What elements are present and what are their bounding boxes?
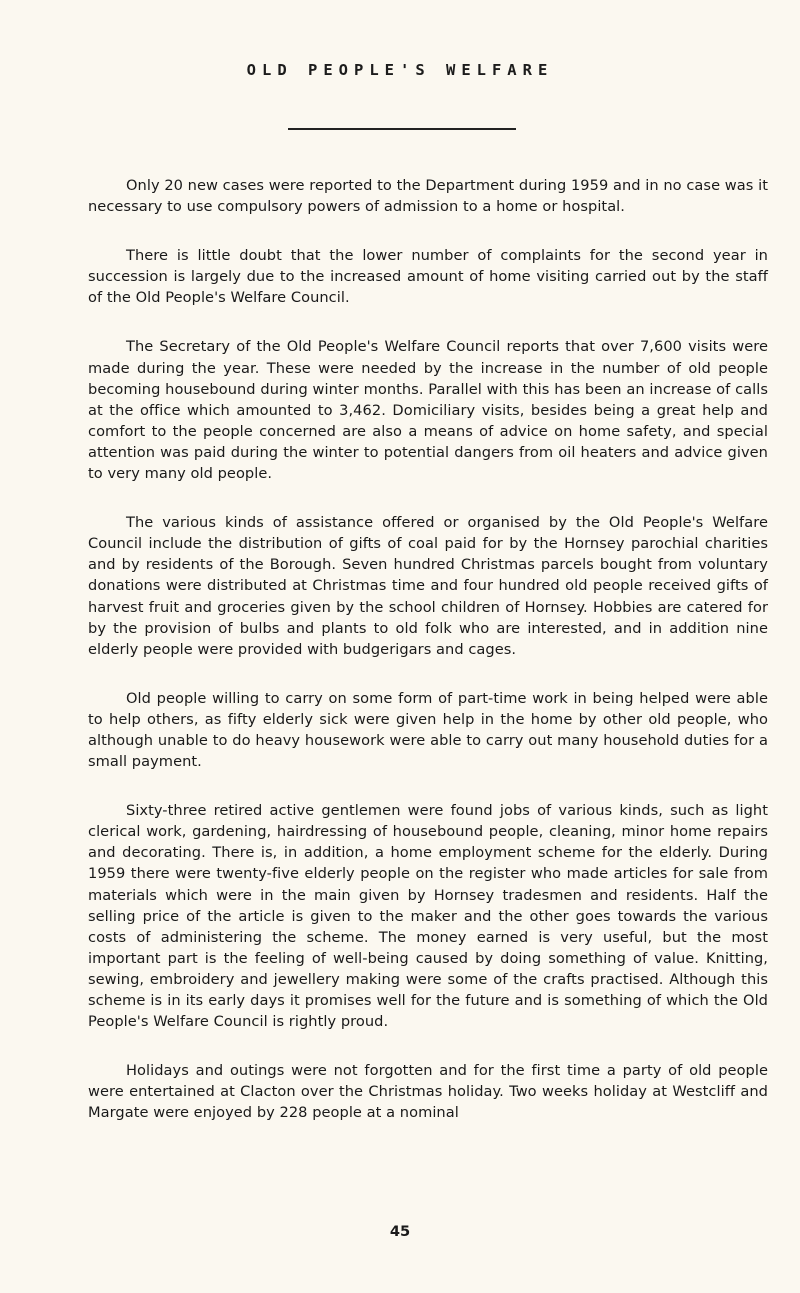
body-text [88, 175, 768, 1151]
paragraph-1: Only 20 new cases were reported to the Department during 1959 and in no case was it necessary to use compulsory powers of admission to a home or hospital. [88, 177, 768, 216]
title-divider [288, 128, 516, 130]
page-number: 45 [389, 1223, 411, 1240]
paragraph-2: There is little doubt that the lower number of complaints for the second year in succession is largely due to the increased amount of home visiting carried out by the staff of the Old People's Welfare Council. [88, 247, 768, 307]
page-title: OLD PEOPLE'S WELFARE [246, 61, 554, 79]
paragraph-7: Holidays and outings were not forgotten and for the first time a party of old people were entertained at Clacton over the Christmas holiday. Two weeks holiday at Westcliff and Margate were enjoyed by 228 people at a nominal [88, 1062, 768, 1122]
paragraph-4: The various kinds of assistance offered or organised by the Old People's Welfare Council include the distribution of gifts of coal paid for by the Hornsey parochial charities and by residents of the Borough. Seven hundred Christmas parcels bought from voluntary donations were distributed at Christmas time and four hundred old people received gifts of harvest fruit and groceries given by the school children of Hornsey. Hobbies are catered for by the provision of bulbs and plants to old folk who are interested, and in addition nine elderly people were provided with budgerigars and cages. [88, 514, 768, 658]
paragraph-5: Old people willing to carry on some form of part-time work in being helped were able to help others, as fifty elderly sick were given help in the home by other old people, who although unable to do heavy housework were able to carry out many household duties for a small payment. [88, 689, 768, 771]
paragraph-6: Sixty-three retired active gentlemen were found jobs of various kinds, such as light clerical work, gardening, hairdressing of housebound people, cleaning, minor home repairs and decorating. There is, in addition, a home employment scheme for the elderly. During 1959 there were twenty-five elderly people on the register who made articles for sale from materials which were in the main given by Hornsey tradesmen and residents. Half the selling price of the article is given to the maker and the other goes towards the various costs of administering the scheme. The money earned is very useful, but the most important part is the feeling of well-being caused by doing something of value. Knitting, sewing, embroidery and jewellery making were some of the crafts practised. Although this scheme is in its early days it promises well for the future and is something of which the Old People's Welfare Council is rightly proud. [88, 802, 768, 1031]
paragraph-3: The Secretary of the Old People's Welfare Council reports that over 7,600 visits were made during the year. These were needed by the increase in the number of old people becoming housebound during winter months. Parallel with this has been an increase of calls at the office which amounted to 3,462. Domiciliary visits, besides being a great help and comfort to the people concerned are also a means of advice on home safety, and special attention was paid during the winter to potential dangers from oil heaters and advice given to very many old people. [88, 338, 768, 483]
